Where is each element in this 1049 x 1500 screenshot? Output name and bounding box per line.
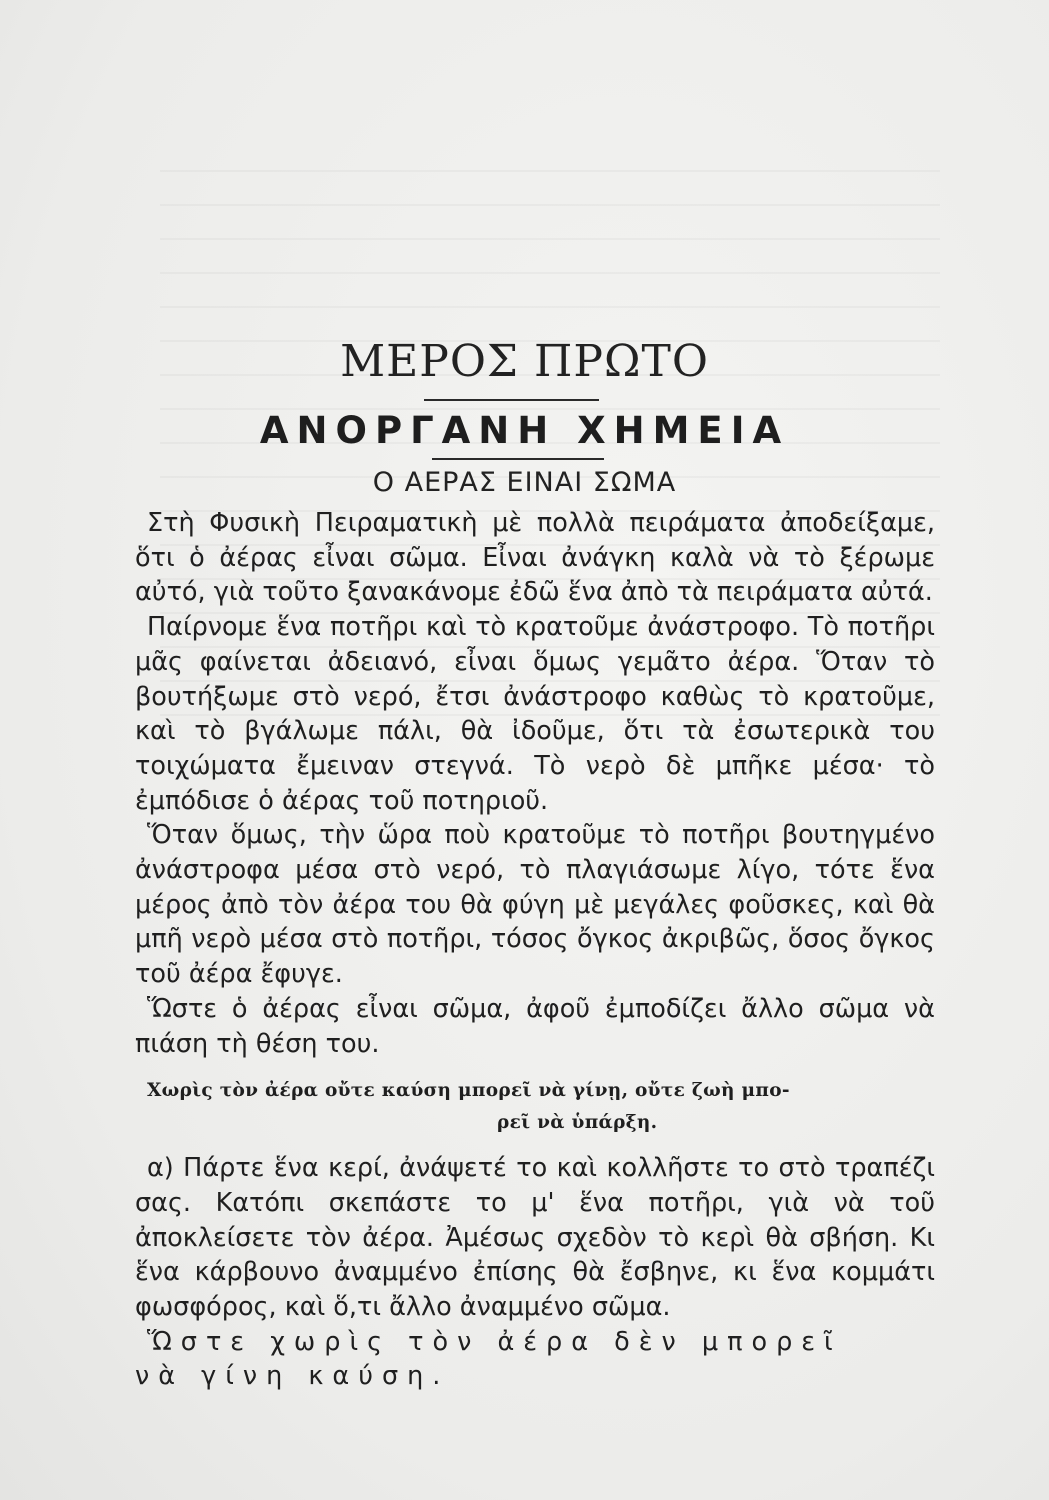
title-rule-bottom xyxy=(432,458,604,460)
section-title: ΑΝΟΡΓΑΝΗ ΧΗΜΕΙΑ xyxy=(259,409,790,452)
experiment-paragraph: α) Πάρτε ἕνα κερί, ἀνάψετέ το καὶ κολλῆστε το στὸ τραπέζι σας. Κατόπι σκεπάστε το μ' ἕνα ποτῆρι, γιὰ νὰ τοῦ ἀποκλείσετε τὸν ἀέρα. Ἀμέσως σχεδὸν τὸ κερὶ θὰ σβήση. Κι ἕνα κάρβουνο ἀναμμένο ἐπίσης θὰ ἔσβηνε, κι ἕνα κομμάτι φωσφόρος, καὶ ὅ,τι ἄλλο ἀναμμένο σῶμα. xyxy=(135,1153,935,1323)
subheading-line-2: ρεῖ νὰ ὑπάρξη. xyxy=(497,1112,658,1134)
title-rule-top xyxy=(424,399,599,401)
paragraph-3: Ὅταν ὅμως, τὴν ὥρα ποὺ κρατοῦμε τὸ ποτῆρι βουτηγμένο ἀνάστροφα μέσα στὸ νερό, τὸ πλαγιάσωμε λίγο, τότε ἕνα μέρος ἀπὸ τὸν ἀέρα του θὰ φύγη μὲ μεγάλες φοῦσκες, καὶ θὰ μπῆ νερὸ μέσα στὸ ποτῆρι, τόσος ὄγκος ἀκριβῶς, ὅσος ὄγκος τοῦ ἀέρα ἔφυγε. xyxy=(135,820,935,990)
paragraph-2: Παίρνομε ἕνα ποτῆρι καὶ τὸ κρατοῦμε ἀνάστροφο. Τὸ ποτῆρι μᾶς φαίνεται ἀδειανό, εἶναι ὅμως γεμᾶτο ἀέρα. Ὅταν τὸ βουτήξωμε στὸ νερό, ἔτσι ἀνάστροφο καθὼς τὸ κρατοῦμε, καὶ τὸ βγάλωμε πάλι, θὰ ἰδοῦμε, ὅτι τὰ ἐσωτερικὰ του τοιχώματα ἔμειναν στεγνά. Τὸ νερὸ δὲ μπῆκε μέσα· τὸ ἐμπόδισε ὁ ἀέρας τοῦ ποτηριοῦ. xyxy=(135,612,935,816)
paragraph-1: Στὴ Φυσικὴ Πειραματικὴ μὲ πολλὰ πειράματα ἀποδείξαμε, ὅτι ὁ ἀέρας εἶναι σῶμα. Εἶναι ἀνάγκη καλὰ νὰ τὸ ξέρωμε αὐτό, γιὰ τοῦτο ξανακάνομε ἐδῶ ἕνα ἀπὸ τὰ πειράματα αὐτά. xyxy=(135,508,935,608)
chapter-title: Ο ΑΕΡΑΣ ΕΙΝΑΙ ΣΩΜΑ xyxy=(372,467,677,498)
conclusion-line-1: Ὥστε χωρὶς τὸν ἀέρα δὲν μπορεῖ xyxy=(147,1326,842,1357)
subheading xyxy=(135,1075,935,1139)
conclusion-line-2: νὰ γίνη καύση. xyxy=(135,1361,450,1392)
paragraph-4: Ὥστε ὁ ἀέρας εἶναι σῶμα, ἀφοῦ ἐμποδίζει ἄλλο σῶμα νὰ πιάση τὴ θέση του. xyxy=(135,993,935,1059)
body-text xyxy=(135,506,935,1394)
part-title: ΜΕΡΟΣ ΠΡΩΤΟ xyxy=(340,336,709,387)
subheading-line-1: Χωρὶς τὸν ἀέρα οὔτε καύση μπορεῖ νὰ γίνῃ, οὔτε ζωὴ μπο- xyxy=(147,1080,790,1102)
conclusion xyxy=(135,1325,935,1394)
